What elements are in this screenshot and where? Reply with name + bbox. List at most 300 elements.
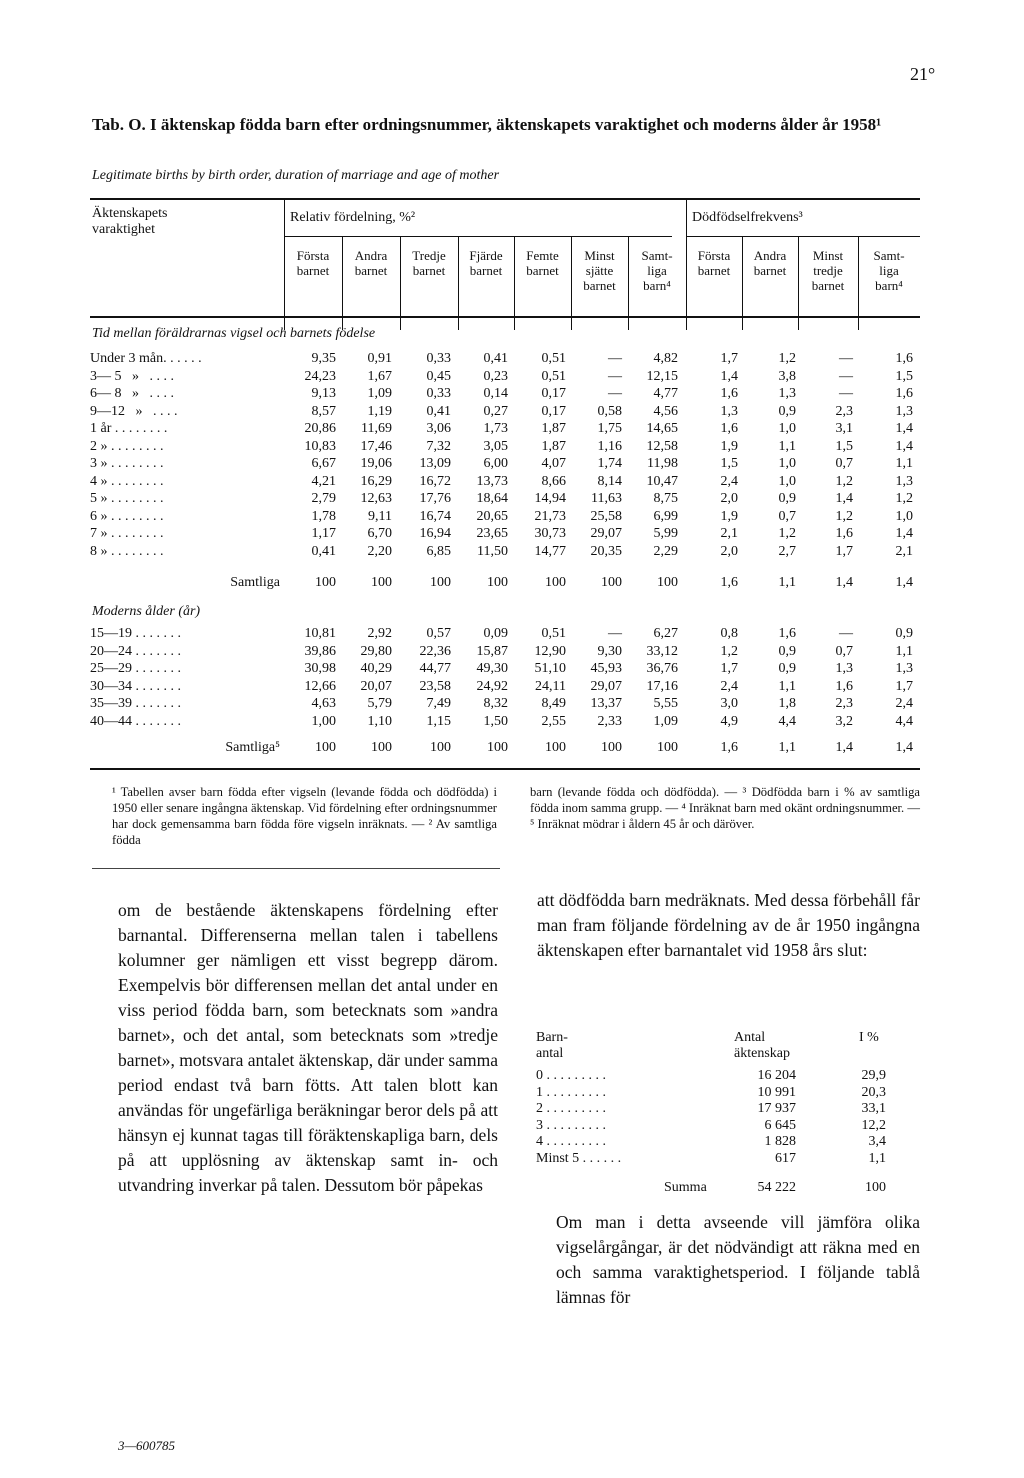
cell-value: — — [839, 626, 853, 641]
cell-value: 1,4 — [835, 740, 853, 755]
group2-rule — [686, 236, 920, 237]
column-header — [798, 248, 858, 293]
summary-percent: 29,9 — [861, 1068, 886, 1083]
column-header-line: Minst — [584, 248, 615, 263]
cell-value: 4,21 — [311, 473, 336, 489]
column-rule — [858, 236, 859, 330]
cell-value: 16,72 — [419, 473, 451, 489]
cell-value: 1,4 — [895, 526, 913, 541]
cell-value: — — [608, 368, 622, 384]
cell-value: 1,09 — [653, 713, 678, 729]
cell-value: 6,67 — [311, 456, 336, 471]
cell-value: 1,10 — [367, 713, 392, 729]
cell-value: 100 — [545, 740, 566, 755]
cell-value: 12,58 — [646, 438, 678, 454]
cell-value: 0,09 — [483, 626, 508, 641]
cell-value: 0,51 — [541, 626, 566, 641]
column-header-line: Minst — [812, 248, 844, 263]
cell-value: 2,55 — [541, 713, 566, 729]
cell-value: 4,56 — [653, 403, 678, 419]
cell-value: 13,09 — [419, 456, 451, 471]
table-total-row — [90, 740, 920, 758]
cell-value: 1,5 — [720, 456, 738, 471]
cell-value: 5,99 — [653, 526, 678, 541]
cell-value: 30,73 — [534, 526, 566, 541]
column-header-line: tredje — [813, 263, 843, 278]
cell-value: 23,65 — [476, 526, 508, 541]
cell-value: 49,30 — [476, 661, 508, 676]
cell-value: 12,66 — [304, 678, 336, 694]
row-label: Samtliga — [230, 575, 280, 590]
cell-value: 8,66 — [541, 473, 566, 489]
column-rule — [458, 236, 459, 330]
summary-count: 6 645 — [764, 1117, 796, 1133]
cell-value: 100 — [487, 575, 508, 590]
column-header-line: liga — [647, 263, 667, 278]
cell-value: 1,1 — [895, 456, 913, 471]
summary-table — [534, 1030, 894, 1200]
cell-value: 0,17 — [541, 403, 566, 419]
column-header-line: barnet — [753, 263, 787, 278]
cell-value: 10,81 — [304, 626, 336, 641]
cell-value: 25,58 — [590, 508, 622, 524]
table-row — [90, 421, 920, 439]
cell-value: 2,7 — [778, 543, 796, 559]
cell-value: 1,75 — [597, 421, 622, 436]
cell-value: 17,76 — [419, 491, 451, 506]
summary-label: Summa — [664, 1180, 707, 1195]
cell-value: 8,75 — [653, 491, 678, 506]
cell-value: 1,3 — [778, 386, 796, 401]
summary-col3-header: I % — [859, 1030, 879, 1045]
column-rule — [284, 198, 285, 330]
cell-value: 2,4 — [720, 473, 738, 489]
cell-value: 1,3 — [895, 403, 913, 419]
cell-value: 11,98 — [647, 456, 678, 471]
row-label: 5 » . . . . . . . . — [90, 491, 164, 506]
cell-value: 51,10 — [534, 661, 566, 676]
stub-header-line1: Äktenskapets — [92, 206, 168, 221]
summary-row — [534, 1118, 894, 1136]
summary-col1-header — [536, 1030, 568, 1062]
cell-value: 1,7 — [895, 678, 913, 694]
summary-row — [534, 1101, 894, 1119]
cell-value: 1,1 — [778, 740, 796, 755]
cell-value: 0,41 — [311, 543, 336, 559]
footnote-right: barn (levande födda och dödfödda). — ³ Dödfödda barn i % av samtliga födda inom samma grupp. — ⁴ Inräknat barn med okänt ordningsnummer. — ⁵ Inräknat mödrar i åldern 45 år och däröver. — [530, 785, 920, 831]
row-label: 20—24 . . . . . . . — [90, 643, 181, 659]
column-header — [742, 248, 798, 278]
cell-value: 39,86 — [304, 643, 336, 659]
table-total-row — [90, 575, 920, 593]
cell-value: 15,87 — [476, 643, 508, 659]
cell-value: 1,4 — [835, 575, 853, 590]
cell-value: 0,27 — [483, 403, 508, 419]
cell-value: 1,4 — [720, 368, 738, 384]
summary-percent: 12,2 — [861, 1117, 886, 1133]
cell-value: 1,1 — [778, 575, 796, 590]
cell-value: 1,4 — [835, 491, 853, 506]
column-rule — [514, 236, 515, 330]
cell-value: 100 — [601, 575, 622, 590]
column-header-line: barn⁴ — [643, 278, 671, 293]
column-rule — [628, 236, 629, 330]
cell-value: 20,07 — [360, 678, 392, 694]
summary-percent: 100 — [865, 1180, 886, 1195]
table-subtitle: Legitimate births by birth order, duration of marriage and age of mother — [92, 168, 500, 183]
cell-value: 1,5 — [835, 438, 853, 454]
cell-value: 1,6 — [720, 740, 738, 755]
cell-value: 12,15 — [646, 368, 678, 384]
table-row — [90, 369, 920, 387]
cell-value: 1,9 — [720, 508, 738, 524]
column-header-line: barnet — [811, 278, 845, 293]
table-row — [90, 386, 920, 404]
row-label: 3 » . . . . . . . . — [90, 456, 164, 471]
cell-value: 18,64 — [476, 491, 508, 506]
cell-value: 20,65 — [476, 508, 508, 524]
summary-row — [534, 1085, 894, 1103]
cell-value: 4,77 — [653, 386, 678, 401]
cell-value: 100 — [487, 740, 508, 755]
cell-value: 4,4 — [778, 713, 796, 729]
cell-value: 4,9 — [720, 713, 738, 729]
cell-value: 1,0 — [895, 508, 913, 524]
cell-value: 1,3 — [895, 661, 913, 676]
cell-value: 19,06 — [360, 456, 392, 471]
cell-value: 4,82 — [653, 351, 678, 366]
cell-value: 1,87 — [541, 438, 566, 454]
summary-label: 4 . . . . . . . . . — [536, 1134, 606, 1150]
table-row — [90, 351, 920, 369]
cell-value: 24,23 — [304, 368, 336, 384]
cell-value: 14,65 — [646, 421, 678, 436]
cell-value: 1,5 — [895, 368, 913, 384]
cell-value: — — [839, 351, 853, 366]
cell-value: 4,4 — [895, 713, 913, 729]
cell-value: 2,4 — [895, 696, 913, 711]
cell-value: 1,0 — [778, 473, 796, 489]
cell-value: 33,12 — [646, 643, 678, 659]
cell-value: 40,29 — [360, 661, 392, 676]
cell-value: 6,70 — [367, 526, 392, 541]
cell-value: 1,50 — [483, 713, 508, 729]
cell-value: 6,85 — [426, 543, 451, 559]
table-row — [90, 509, 920, 527]
summary-label: 3 . . . . . . . . . — [536, 1117, 606, 1133]
cell-value: 24,92 — [476, 678, 508, 694]
row-label: 40—44 . . . . . . . — [90, 713, 181, 729]
table-row — [90, 714, 920, 732]
column-header-line: Tredje — [412, 248, 446, 263]
page-number: 21° — [910, 64, 936, 84]
cell-value: 0,45 — [426, 368, 451, 384]
cell-value: 2,20 — [367, 543, 392, 559]
cell-value: 100 — [315, 740, 336, 755]
cell-value: 14,94 — [534, 491, 566, 506]
cell-value: 1,3 — [835, 661, 853, 676]
cell-value: 1,3 — [895, 473, 913, 489]
table-row — [90, 661, 920, 679]
summary-row — [534, 1068, 894, 1086]
row-label: 8 » . . . . . . . . — [90, 543, 164, 559]
cell-value: 16,74 — [419, 508, 451, 524]
cell-value: — — [608, 626, 622, 641]
cell-value: 17,16 — [646, 678, 678, 694]
column-rule — [686, 198, 687, 330]
cell-value: 44,77 — [419, 661, 451, 676]
cell-value: 3,06 — [426, 421, 451, 436]
column-header-line: Andra — [753, 248, 787, 263]
cell-value: 100 — [371, 575, 392, 590]
cell-value: 14,77 — [534, 543, 566, 559]
column-header-line: barn⁴ — [875, 278, 903, 293]
table-top-rule — [90, 198, 920, 200]
cell-value: 100 — [657, 575, 678, 590]
cell-value: 6,27 — [653, 626, 678, 641]
table-header-bottom-rule — [90, 316, 920, 318]
cell-value: 1,78 — [311, 508, 336, 524]
column-header — [284, 248, 342, 278]
cell-value: 24,11 — [535, 678, 566, 694]
cell-value: 1,4 — [895, 421, 913, 436]
column-header-line: Samt- — [873, 248, 905, 263]
cell-value: 1,6 — [778, 626, 796, 641]
row-label: Under 3 mån. . . . . . — [90, 351, 202, 366]
column-header-line: barnet — [697, 263, 731, 278]
column-header-line: Andra — [354, 248, 388, 263]
cell-value: 20,35 — [590, 543, 622, 559]
column-header — [686, 248, 742, 278]
cell-value: 9,35 — [311, 351, 336, 366]
cell-value: 8,32 — [483, 696, 508, 711]
cell-value: 36,76 — [646, 661, 678, 676]
cell-value: 1,4 — [895, 575, 913, 590]
cell-value: 0,23 — [483, 368, 508, 384]
cell-value: 0,7 — [835, 456, 853, 471]
cell-value: 16,94 — [419, 526, 451, 541]
column-header-line: barnet — [526, 263, 559, 278]
body-text-left: om de bestående äktenskapens fördelning efter barnantal. Differenserna mellan talen i tabellens kolumner ger nämligen ett visst begrepp därom. Exempelvis bör differensen mellan det antal under en viss period födda barn, som betecknats som »andra barnet», och det antal, som betecknats som »tredje barnet», motsvara antalet äktenskap, där under samma period endast två barn fötts. Att talen blott kan användas för ungefärliga beräkningar beror dels på att hänsyn ej kunnat tagas till föräktenskapliga barn, dels på att upplösning av äktenskap samt in- och utvandring inverkar på talen. Dessutom bör påpekas — [118, 900, 498, 1195]
cell-value: 1,2 — [778, 526, 796, 541]
cell-value: 1,6 — [895, 386, 913, 401]
cell-value: 1,6 — [835, 526, 853, 541]
cell-value: 0,51 — [541, 368, 566, 384]
cell-value: 1,6 — [720, 386, 738, 401]
table-row — [90, 626, 920, 644]
cell-value: 1,7 — [720, 661, 738, 676]
row-label: 1 år . . . . . . . . — [90, 421, 168, 436]
summary-count: 17 937 — [757, 1101, 796, 1117]
cell-value: 1,0 — [778, 421, 796, 436]
cell-value: 1,6 — [895, 351, 913, 366]
cell-value: — — [608, 386, 622, 401]
column-header-line: Femte — [526, 248, 559, 263]
cell-value: 10,47 — [646, 473, 678, 489]
cell-value: 21,73 — [534, 508, 566, 524]
summary-col1-header-line2: antal — [536, 1046, 564, 1061]
cell-value: 13,37 — [590, 696, 622, 711]
column-header-line: barnet — [296, 263, 330, 278]
cell-value: 20,86 — [304, 421, 336, 436]
cell-value: 45,93 — [590, 661, 622, 676]
column-header — [628, 248, 686, 293]
cell-value: 3,2 — [835, 713, 853, 729]
column-header-line: barnet — [412, 263, 446, 278]
cell-value: 100 — [430, 575, 451, 590]
summary-col1-header-line1: Barn- — [536, 1030, 568, 1045]
summary-percent: 33,1 — [861, 1101, 886, 1117]
column-header-line: Samt- — [641, 248, 673, 263]
table-bottom-rule — [90, 768, 920, 770]
row-label: 3— 5 » . . . . — [90, 368, 174, 384]
cell-value: 0,33 — [426, 351, 451, 366]
column-header — [400, 248, 458, 278]
cell-value: 2,1 — [720, 526, 738, 541]
job-code: 3—600785 — [118, 1438, 176, 1453]
summary-row — [534, 1151, 894, 1169]
cell-value: 29,80 — [360, 643, 392, 659]
cell-value: 13,73 — [476, 473, 508, 489]
column-header-line: barnet — [469, 263, 503, 278]
cell-value: — — [608, 351, 622, 366]
column-header — [458, 248, 514, 278]
cell-value: 100 — [315, 575, 336, 590]
cell-value: 12,90 — [534, 643, 566, 659]
summary-count: 54 222 — [757, 1180, 796, 1195]
cell-value: 1,6 — [720, 421, 738, 436]
cell-value: 3,8 — [778, 368, 796, 384]
cell-value: 0,9 — [778, 491, 796, 506]
group1-header: Relativ fördelning, %² — [290, 210, 416, 225]
cell-value: 7,49 — [426, 696, 451, 711]
column-header-line: barnet — [354, 263, 388, 278]
cell-value: 12,63 — [360, 491, 392, 506]
cell-value: 100 — [601, 740, 622, 755]
cell-value: 8,14 — [597, 473, 622, 489]
summary-col2-header-line2: äktenskap — [734, 1046, 790, 1061]
cell-value: 2,92 — [367, 626, 392, 641]
table-row — [90, 491, 920, 509]
column-header — [514, 248, 571, 278]
cell-value: 1,0 — [778, 456, 796, 471]
row-label: Samtliga⁵ — [225, 740, 280, 755]
cell-value: 1,3 — [720, 403, 738, 419]
cell-value: 100 — [657, 740, 678, 755]
cell-value: 2,1 — [895, 543, 913, 559]
cell-value: 1,7 — [720, 351, 738, 366]
cell-value: 2,3 — [835, 696, 853, 711]
row-label: 9—12 » . . . . — [90, 403, 178, 419]
cell-value: 30,98 — [304, 661, 336, 676]
cell-value: 1,6 — [720, 575, 738, 590]
cell-value: 9,11 — [368, 508, 392, 524]
row-label: 7 » . . . . . . . . — [90, 526, 164, 541]
cell-value: 8,57 — [311, 403, 336, 419]
summary-row — [534, 1134, 894, 1152]
cell-value: 100 — [545, 575, 566, 590]
footnote-divider — [92, 868, 500, 869]
cell-value: 1,2 — [720, 643, 738, 659]
cell-value: 5,55 — [653, 696, 678, 711]
section2-title: Moderns ålder (år) — [92, 604, 201, 619]
cell-value: 0,91 — [367, 351, 392, 366]
row-label: 25—29 . . . . . . . — [90, 661, 181, 676]
cell-value: 3,05 — [483, 438, 508, 454]
cell-value: 4,63 — [311, 696, 336, 711]
cell-value: 1,74 — [597, 456, 622, 471]
section1-title: Tid mellan föräldrarnas vigsel och barnets födelse — [92, 326, 376, 341]
cell-value: — — [839, 386, 853, 401]
cell-value: 1,1 — [778, 438, 796, 454]
cell-value: 0,41 — [426, 403, 451, 419]
cell-value: 0,33 — [426, 386, 451, 401]
cell-value: 1,2 — [778, 351, 796, 366]
cell-value: 1,4 — [895, 438, 913, 454]
cell-value: 1,1 — [895, 643, 913, 659]
row-label: 6— 8 » . . . . — [90, 386, 174, 401]
summary-col2-header — [734, 1030, 790, 1062]
column-header-line: Första — [697, 248, 731, 263]
cell-value: 1,6 — [835, 678, 853, 694]
cell-value: 3,0 — [720, 696, 738, 711]
cell-value: 6,00 — [483, 456, 508, 471]
column-header-line: sjätte — [585, 263, 614, 278]
cell-value: 7,32 — [426, 438, 451, 454]
cell-value: 100 — [371, 740, 392, 755]
cell-value: 2,0 — [720, 491, 738, 506]
summary-percent: 3,4 — [868, 1134, 886, 1150]
column-header-line: Fjärde — [469, 248, 503, 263]
cell-value: 11,63 — [591, 491, 622, 506]
summary-label: 2 . . . . . . . . . — [536, 1101, 606, 1117]
cell-value: 0,41 — [483, 351, 508, 366]
stub-header — [92, 206, 167, 238]
row-label: 4 » . . . . . . . . — [90, 473, 164, 489]
body-text-right-top: att dödfödda barn medräknats. Med dessa förbehåll får man fram följande fördelning av de år 1950 ingångna äktenskapen efter barnantalet vid 1958 års slut: — [537, 890, 920, 960]
cell-value: 1,87 — [541, 421, 566, 436]
cell-value: — — [839, 368, 853, 384]
row-label: 35—39 . . . . . . . — [90, 696, 181, 711]
cell-value: 2,29 — [653, 543, 678, 559]
cell-value: 2,33 — [597, 713, 622, 729]
cell-value: 6,99 — [653, 508, 678, 524]
column-rule — [742, 236, 743, 330]
column-rule — [798, 236, 799, 330]
table-row — [90, 526, 920, 544]
cell-value: 0,9 — [895, 626, 913, 641]
cell-value: 11,50 — [477, 543, 508, 559]
summary-col2-header-line1: Antal — [734, 1030, 766, 1045]
summary-count: 10 991 — [757, 1084, 796, 1100]
summary-count: 16 204 — [757, 1068, 796, 1083]
cell-value: 2,0 — [720, 543, 738, 559]
summary-label: 1 . . . . . . . . . — [536, 1084, 606, 1100]
cell-value: 1,73 — [483, 421, 508, 436]
table-row — [90, 544, 920, 562]
cell-value: 1,15 — [426, 713, 451, 729]
group2-header: Dödfödselfrekvens³ — [692, 210, 803, 225]
cell-value: 0,58 — [597, 403, 622, 419]
cell-value: 9,30 — [597, 643, 622, 659]
cell-value: 1,00 — [311, 713, 336, 729]
row-label: 6 » . . . . . . . . — [90, 508, 164, 524]
cell-value: 1,4 — [895, 740, 913, 755]
cell-value: 0,14 — [483, 386, 508, 401]
cell-value: 10,83 — [304, 438, 336, 454]
cell-value: 1,8 — [778, 696, 796, 711]
cell-value: 5,79 — [367, 696, 392, 711]
